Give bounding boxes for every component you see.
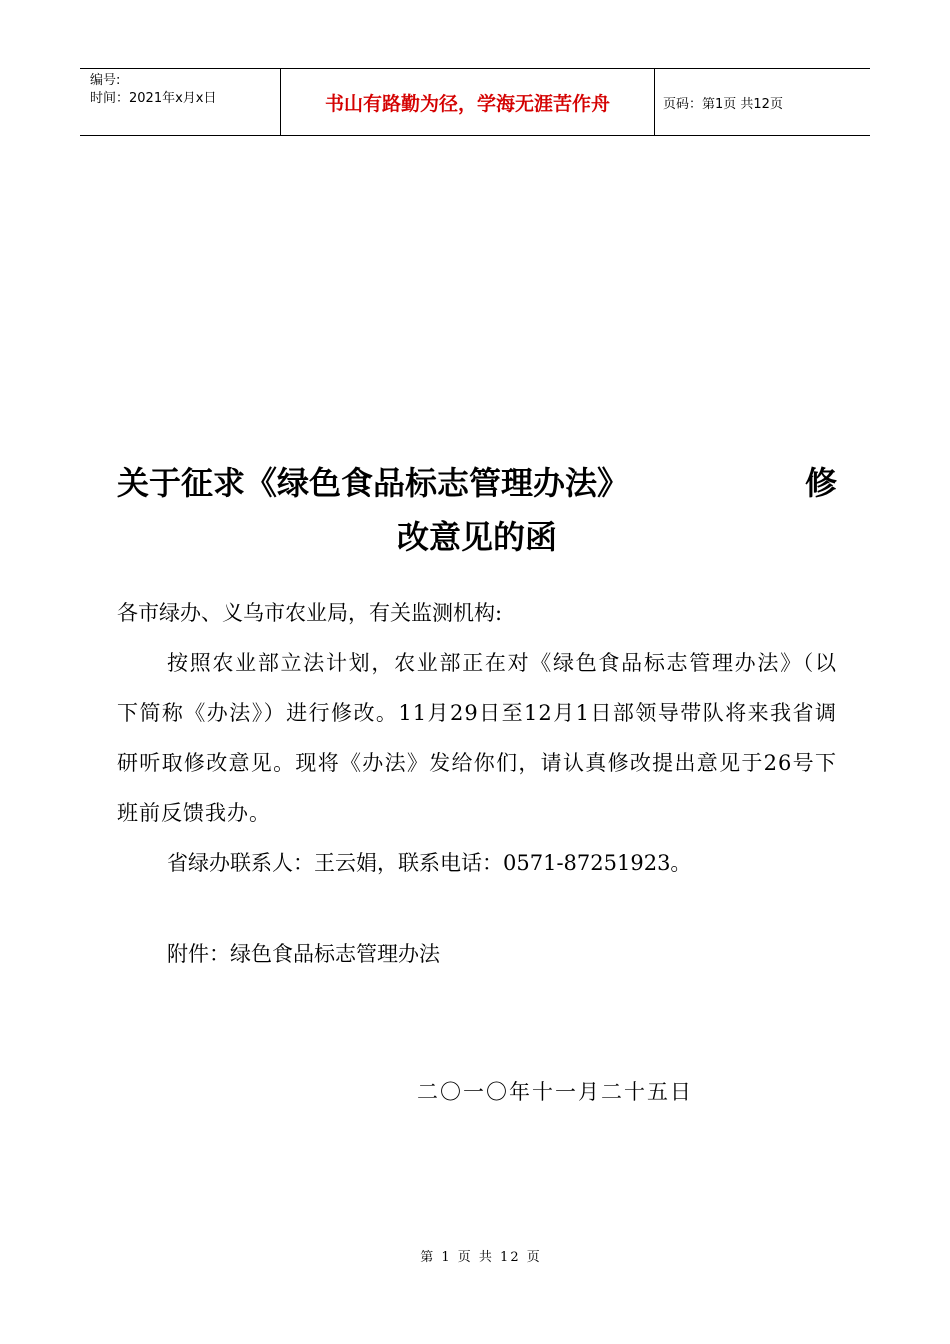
contact-info: 省绿办联系人：王云娟，联系电话：0571-87251923。	[167, 851, 692, 875]
document-time: 时间：2021年x月x日	[90, 91, 217, 106]
title-line2: 改意见的函	[396, 518, 557, 556]
document-date: 二〇一〇年十一月二十五日	[417, 1080, 693, 1104]
title-line1-part1: 关于征求《绿色食品标志管理办法》	[117, 464, 630, 502]
document-body	[117, 588, 837, 888]
header-meta	[80, 69, 281, 135]
header-motto: 书山有路勤为径，学海无涯苦作舟	[281, 69, 655, 135]
document-number-label: 编号:	[90, 73, 121, 88]
main-paragraph: 按照农业部立法计划，农业部正在对《绿色食品标志管理办法》（以下简称《办法》）进行修改。11月29日至12月1日部领导带队将来我省调研听取修改意见。现将《办法》发给你们，请认真修改提出意见于26号下班前反馈我办。	[117, 651, 837, 825]
page-header	[80, 68, 870, 136]
page-footer: 第 1 页 共 12 页	[420, 1250, 542, 1265]
title-line1-part2: 修	[804, 464, 837, 502]
salutation: 各市绿办、义乌市农业局，有关监测机构:	[117, 601, 503, 625]
header-page-info: 页码：第1页 共12页	[663, 96, 783, 112]
document-title	[117, 458, 837, 558]
attachment-line: 附件：绿色食品标志管理办法	[167, 942, 440, 966]
